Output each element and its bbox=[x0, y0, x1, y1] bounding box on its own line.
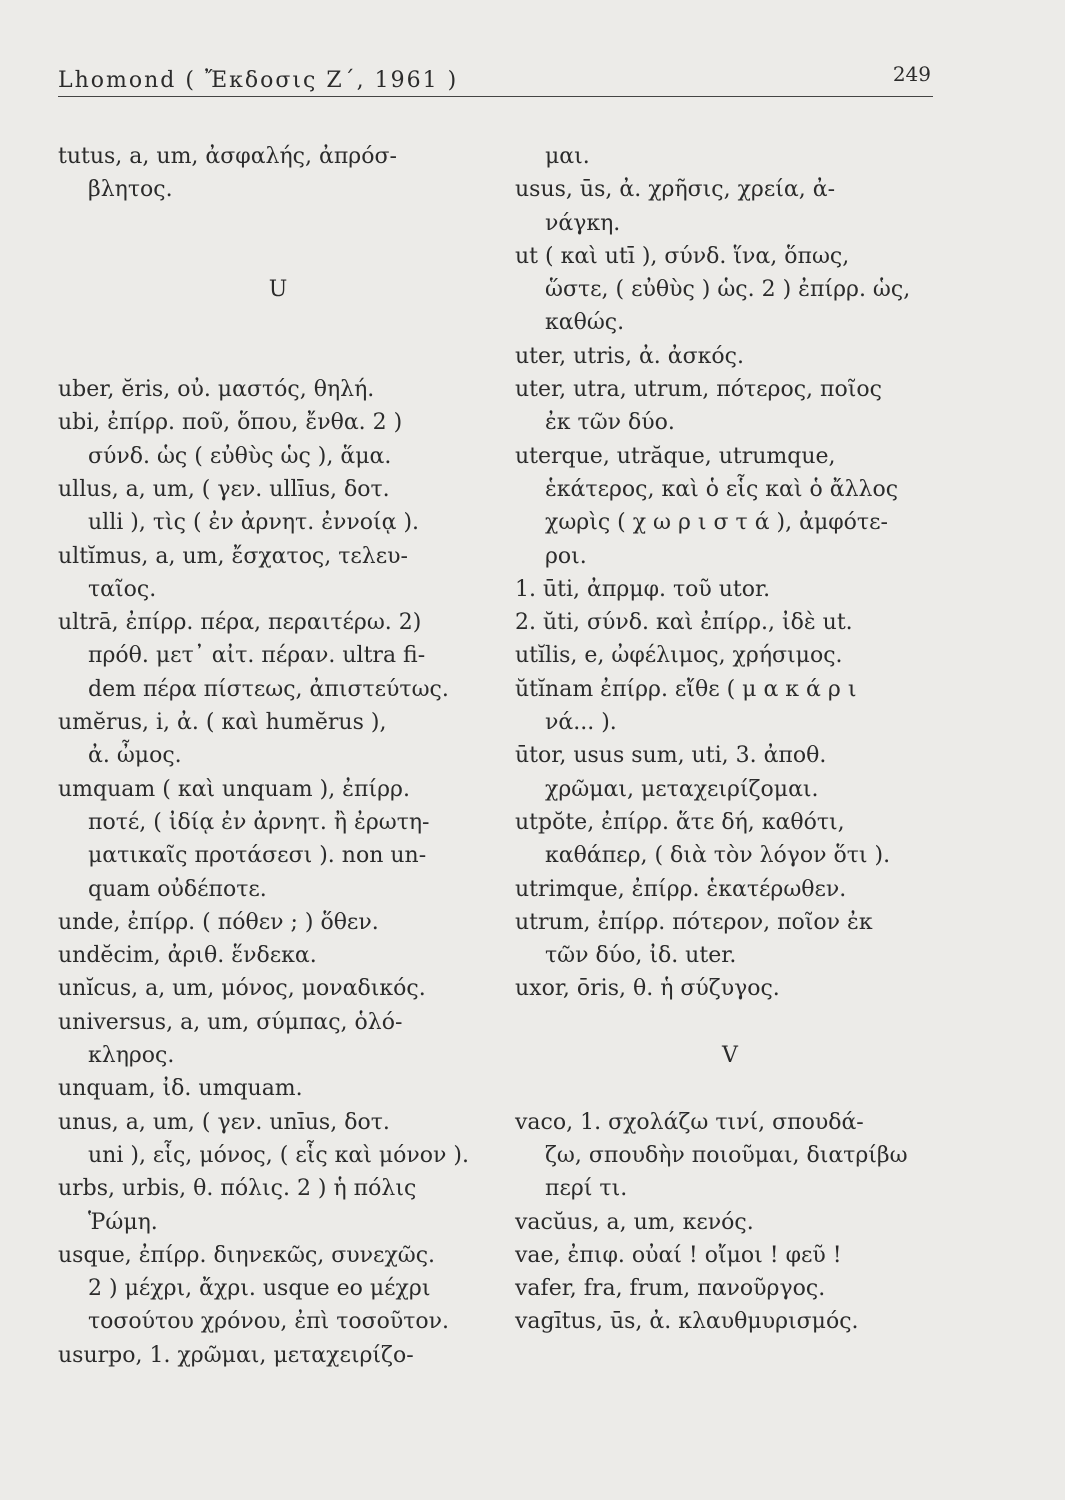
entry-line: unĭcus, a, um, μόνος, μοναδικός. bbox=[58, 976, 426, 1002]
entry-line: τῶν δύο, ἰδ. uter. bbox=[545, 943, 737, 969]
entry-line: usus, ūs, ἀ. χρῆσις, χρεία, ἀ- bbox=[515, 177, 836, 203]
entry-line: ulli ), τὶς ( ἐν ἀρνητ. ἐννοίᾳ ). bbox=[88, 510, 420, 536]
entry-line: ŭtĭnam ἐπίρρ. εἴθε ( μ α κ ά ρ ι bbox=[515, 676, 857, 702]
entry-line: vagītus, ūs, ἀ. κλαυθμυρισμός. bbox=[515, 1309, 859, 1335]
blank-line bbox=[58, 340, 498, 373]
entry-line: uni ), εἷς, μόνος, ( εἷς καὶ μόνον ). bbox=[88, 1142, 469, 1168]
entry-line: unde, ἐπίρρ. ( πόθεν ; ) ὅθεν. bbox=[58, 909, 379, 935]
page-header bbox=[58, 62, 933, 97]
entry-line: unquam, ἰδ. umquam. bbox=[58, 1076, 303, 1102]
entry-line: umĕrus, i, ἀ. ( καὶ humĕrus ), bbox=[58, 710, 387, 736]
running-title: Lhomond ( Ἔκδοσις Ζ΄, 1961 ) bbox=[58, 68, 459, 93]
entry-line: uter, utra, utrum, πότερος, ποῖος bbox=[515, 377, 882, 403]
entry-line: usque, ἐπίρρ. διηνεκῶς, συνεχῶς. bbox=[58, 1242, 436, 1268]
entry-line: καθώς. bbox=[545, 310, 625, 336]
entry-line: utpŏte, ἐπίρρ. ἅτε δή, καθότι, bbox=[515, 809, 845, 835]
entry-line: utrimque, ἐπίρρ. ἑκατέρωθεν. bbox=[515, 876, 847, 902]
entry-line: vaco, 1. σχολάζω τινί, σπουδά- bbox=[515, 1109, 864, 1135]
entry-line: σύνδ. ὡς ( εὐθὺς ὡς ), ἅμα. bbox=[88, 443, 392, 469]
entry-line: νάγκη. bbox=[545, 210, 621, 236]
entry-line: 1. ūti, ἀπρμφ. τοῦ utor. bbox=[515, 576, 771, 602]
entry-line: vafer, fra, frum, πανοῦργος. bbox=[515, 1276, 826, 1302]
entry-line: uterque, utrăque, utrumque, bbox=[515, 443, 836, 469]
entry-line: utĭlis, e, ὠφέλιμος, χρήσιμος. bbox=[515, 643, 843, 669]
entry-line: urbs, urbis, θ. πόλις. 2 ) ἡ πόλις bbox=[58, 1176, 417, 1202]
page-number: 249 bbox=[892, 62, 931, 86]
blank-line bbox=[515, 1006, 945, 1039]
entry-line: dem πέρα πίστεως, ἀπιστεύτως. bbox=[88, 676, 449, 702]
blank-line bbox=[58, 240, 498, 273]
entry-line: uxor, ōris, θ. ἡ σύζυγος. bbox=[515, 976, 780, 1002]
entry-line: 2 ) μέχρι, ἄχρι. usque eo μέχρι bbox=[88, 1276, 431, 1302]
entry-line: ūtor, usus sum, uti, 3. ἀποθ. bbox=[515, 743, 827, 769]
entry-line: umquam ( καὶ unquam ), ἐπίρρ. bbox=[58, 776, 410, 802]
entry-line: ματικαῖς προτάσεσι ). non un- bbox=[88, 843, 427, 869]
entry-line: ultrā, ἐπίρρ. πέρα, περαιτέρω. 2) bbox=[58, 610, 422, 636]
entry-line: ullus, a, um, ( γεν. ullīus, δοτ. bbox=[58, 476, 390, 502]
entry-line: ubi, ἐπίρρ. ποῦ, ὅπου, ἔνθα. 2 ) bbox=[58, 410, 403, 436]
entry-line: περί τι. bbox=[545, 1176, 628, 1202]
entry-line: ἀ. ὦμος. bbox=[88, 743, 182, 769]
left-column bbox=[58, 140, 498, 1372]
entry-line: ἑκάτερος, καὶ ὁ εἷς καὶ ὁ ἄλλος bbox=[545, 476, 899, 502]
entry-line: νά... ). bbox=[545, 710, 617, 736]
entry-line: uter, utris, ἀ. ἀσκός. bbox=[515, 343, 744, 369]
entry-line: μαι. bbox=[545, 144, 590, 169]
entry-line: 2. ŭti, σύνδ. καὶ ἐπίρρ., ἰδὲ ut. bbox=[515, 610, 853, 636]
entry-line: ὥστε, ( εὐθὺς ) ὡς. 2 ) ἐπίρρ. ὡς, bbox=[545, 277, 911, 303]
entry-line: utrum, ἐπίρρ. πότερον, ποῖον ἐκ bbox=[515, 909, 873, 935]
entry-line: universus, a, um, σύμπας, ὁλό- bbox=[58, 1009, 403, 1035]
entry-line: χρῶμαι, μεταχειρίζομαι. bbox=[545, 776, 819, 802]
entry-line: πρόθ. μετ᾽ αἰτ. πέραν. ultra fi- bbox=[88, 643, 426, 669]
entry-line: uber, ĕris, οὐ. μαστός, θηλή. bbox=[58, 377, 375, 403]
entry-line: τοσούτου χρόνου, ἐπὶ τοσοῦτον. bbox=[88, 1309, 450, 1335]
entry-line: καθάπερ, ( διὰ τὸν λόγον ὅτι ). bbox=[545, 843, 891, 869]
blank-line bbox=[58, 306, 498, 339]
entry-line: tutus, a, um, ἀσφαλής, ἀπρόσ- bbox=[58, 144, 397, 169]
entry-line: vae, ἐπιφ. οὐαί ! οἴμοι ! φεῦ ! bbox=[515, 1242, 842, 1268]
blank-line bbox=[58, 207, 498, 240]
entry-line: ροι. bbox=[545, 543, 587, 569]
entry-line: ἐκ τῶν δύο. bbox=[545, 410, 675, 436]
entry-line: ζω, σπουδὴν ποιοῦμαι, διατρίβω bbox=[545, 1142, 908, 1168]
entry-line: ποτέ, ( ἰδίᾳ ἐν ἀρνητ. ἢ ἐρωτη- bbox=[88, 809, 430, 835]
entry-line: ταῖος. bbox=[88, 576, 157, 602]
entry-line: vacŭus, a, um, κενός. bbox=[515, 1209, 754, 1235]
entry-line: βλητος. bbox=[88, 177, 173, 203]
right-column bbox=[515, 140, 945, 1339]
entry-line: ultĭmus, a, um, ἔσχατος, τελευ- bbox=[58, 543, 408, 569]
blank-line bbox=[515, 1072, 945, 1105]
entry-line: undĕcim, ἀριθ. ἕνδεκα. bbox=[58, 943, 317, 969]
entry-line: quam οὐδέποτε. bbox=[88, 876, 267, 902]
entry-line: ut ( καὶ utī ), σύνδ. ἵνα, ὅπως, bbox=[515, 243, 850, 269]
entry-line: usurpo, 1. χρῶμαι, μεταχειρίζο- bbox=[58, 1342, 414, 1368]
section-letter: U bbox=[268, 277, 288, 303]
entry-line: χωρὶς ( χ ω ρ ι σ τ ά ), ἀμφότε- bbox=[545, 510, 888, 536]
entry-line: κληρος. bbox=[88, 1043, 175, 1069]
entry-line: Ῥώμη. bbox=[88, 1209, 158, 1235]
section-letter: V bbox=[722, 1043, 738, 1069]
entry-line: unus, a, um, ( γεν. unīus, δοτ. bbox=[58, 1109, 390, 1135]
